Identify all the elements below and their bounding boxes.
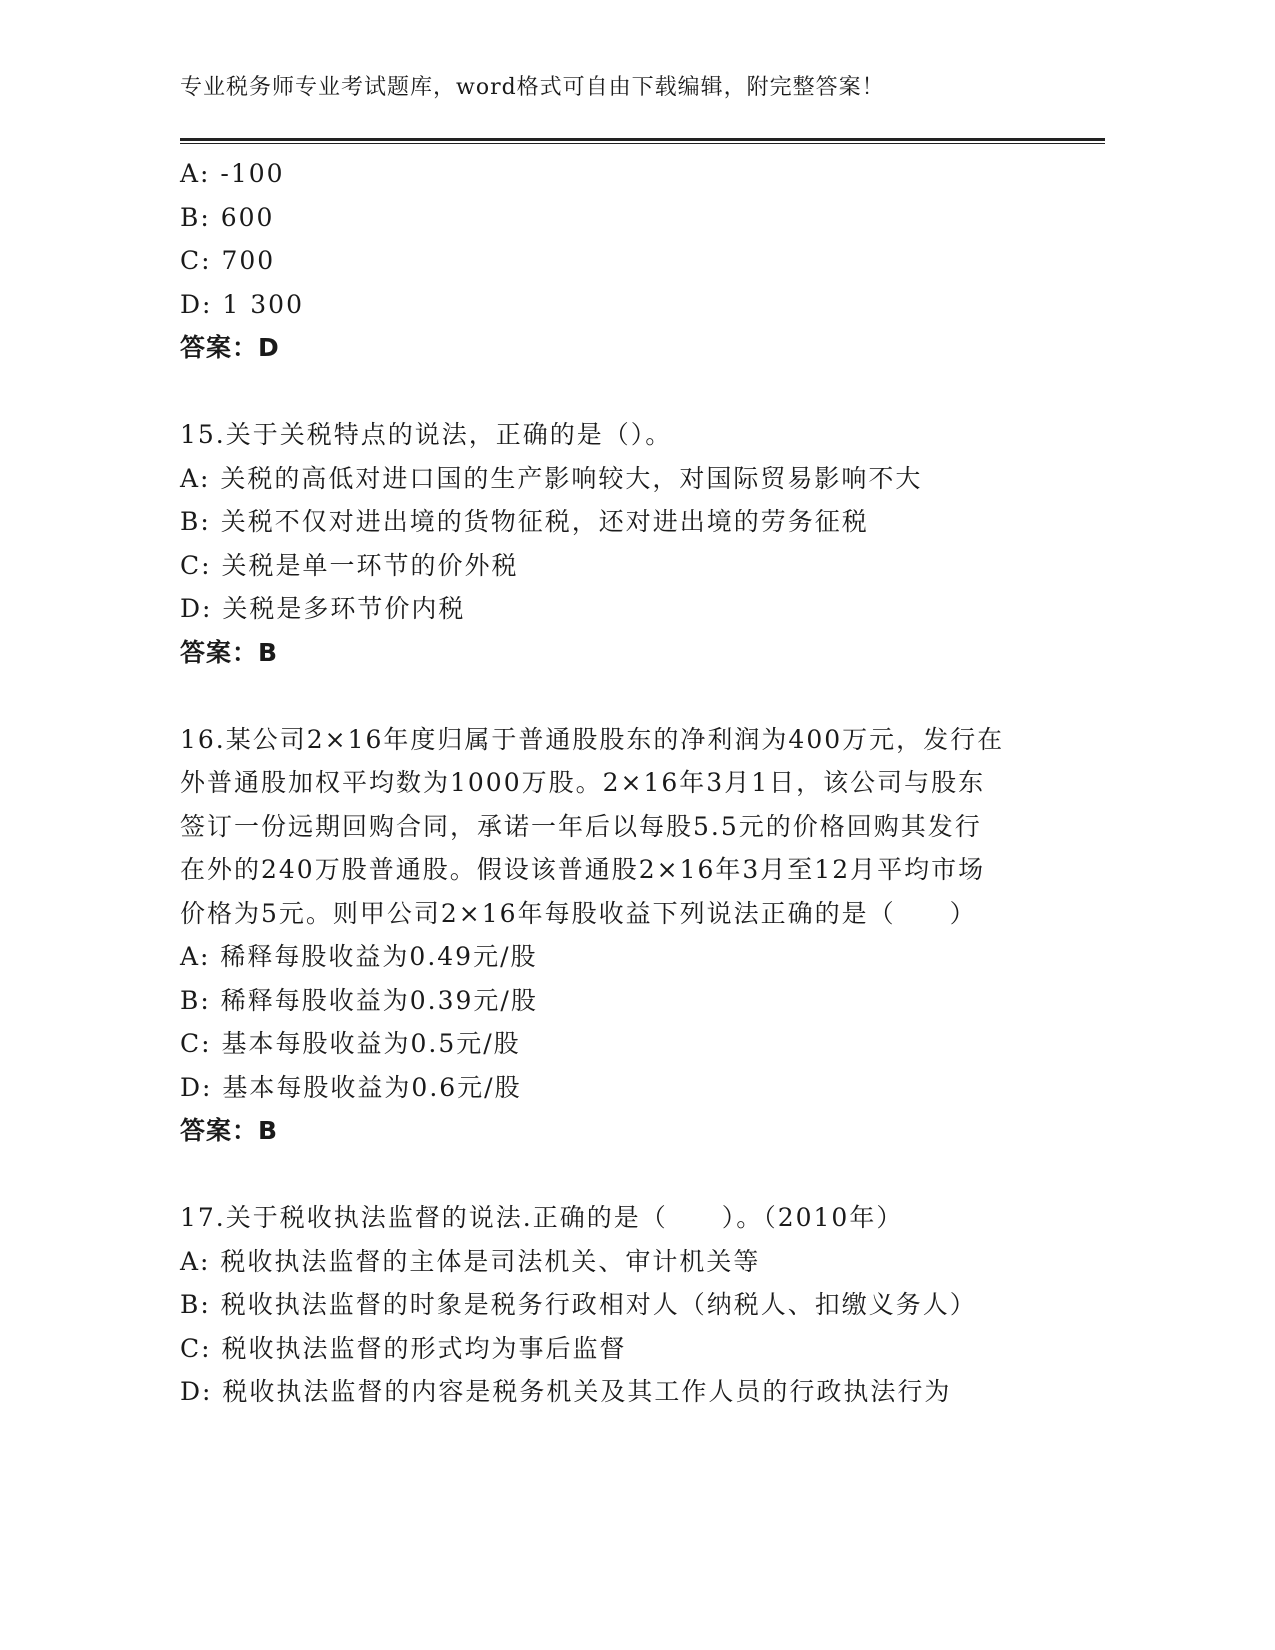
spacer	[180, 370, 1105, 414]
question-stem: 15.关于关税特点的说法，正确的是（）。	[180, 420, 673, 449]
question-17	[180, 1196, 1105, 1414]
option-b: B: 关税不仅对进出境的货物征税，还对进出境的劳务征税	[180, 507, 869, 536]
question-16	[180, 718, 1105, 1153]
option-a: A: 关税的高低对进口国的生产影响较大，对国际贸易影响不大	[180, 463, 923, 493]
question-stem-line: 价格为5元。则甲公司2×16年每股收益下列说法正确的是（ ）	[180, 898, 977, 928]
option-a: A: 税收执法监督的主体是司法机关、审计机关等	[180, 1246, 761, 1276]
spacer	[180, 1153, 1105, 1197]
question-stem-line: 16.某公司2×16年度归属于普通股股东的净利润为400万元，发行在	[180, 724, 1005, 754]
option-d: D: 1 300	[180, 289, 304, 319]
question-stem-line: 外普通股加权平均数为1000万股。2×16年3月1日，该公司与股东	[180, 768, 986, 797]
option-c: C: 关税是单一环节的价外税	[180, 550, 519, 580]
option-c: C: 税收执法监督的形式均为事后监督	[180, 1333, 627, 1363]
answer: 答案：B	[180, 637, 279, 667]
question-content	[180, 152, 1105, 1414]
answer: 答案：D	[180, 333, 280, 362]
question-stem-line: 签订一份远期回购合同，承诺一年后以每股5.5元的价格回购其发行	[180, 811, 982, 841]
option-b: B: 税收执法监督的时象是税务行政相对人（纳税人、扣缴义务人）	[180, 1290, 977, 1319]
option-d: D: 关税是多环节价内税	[180, 594, 466, 623]
option-c: C: 基本每股收益为0.5元/股	[180, 1029, 521, 1058]
question-15	[180, 413, 1105, 674]
question-stem: 17.关于税收执法监督的说法.正确的是（ ）。（2010年）	[180, 1203, 904, 1232]
option-b: B: 稀释每股收益为0.39元/股	[180, 985, 538, 1015]
option-d: D: 税收执法监督的内容是税务机关及其工作人员的行政执法行为	[180, 1377, 952, 1406]
option-a: A: -100	[180, 159, 285, 188]
option-c: C: 700	[180, 246, 276, 275]
question-stem-line: 在外的240万股普通股。假设该普通股2×16年3月至12月平均市场	[180, 855, 986, 884]
page-header: 专业税务师专业考试题库，word格式可自由下载编辑，附完整答案！	[180, 75, 885, 100]
header-divider	[180, 138, 1105, 141]
option-b: B: 600	[180, 202, 275, 232]
spacer	[180, 674, 1105, 718]
question-14-tail	[180, 152, 1105, 370]
answer: 答案：B	[180, 1116, 279, 1145]
option-a: A: 稀释每股收益为0.49元/股	[180, 942, 538, 971]
option-d: D: 基本每股收益为0.6元/股	[180, 1072, 522, 1102]
